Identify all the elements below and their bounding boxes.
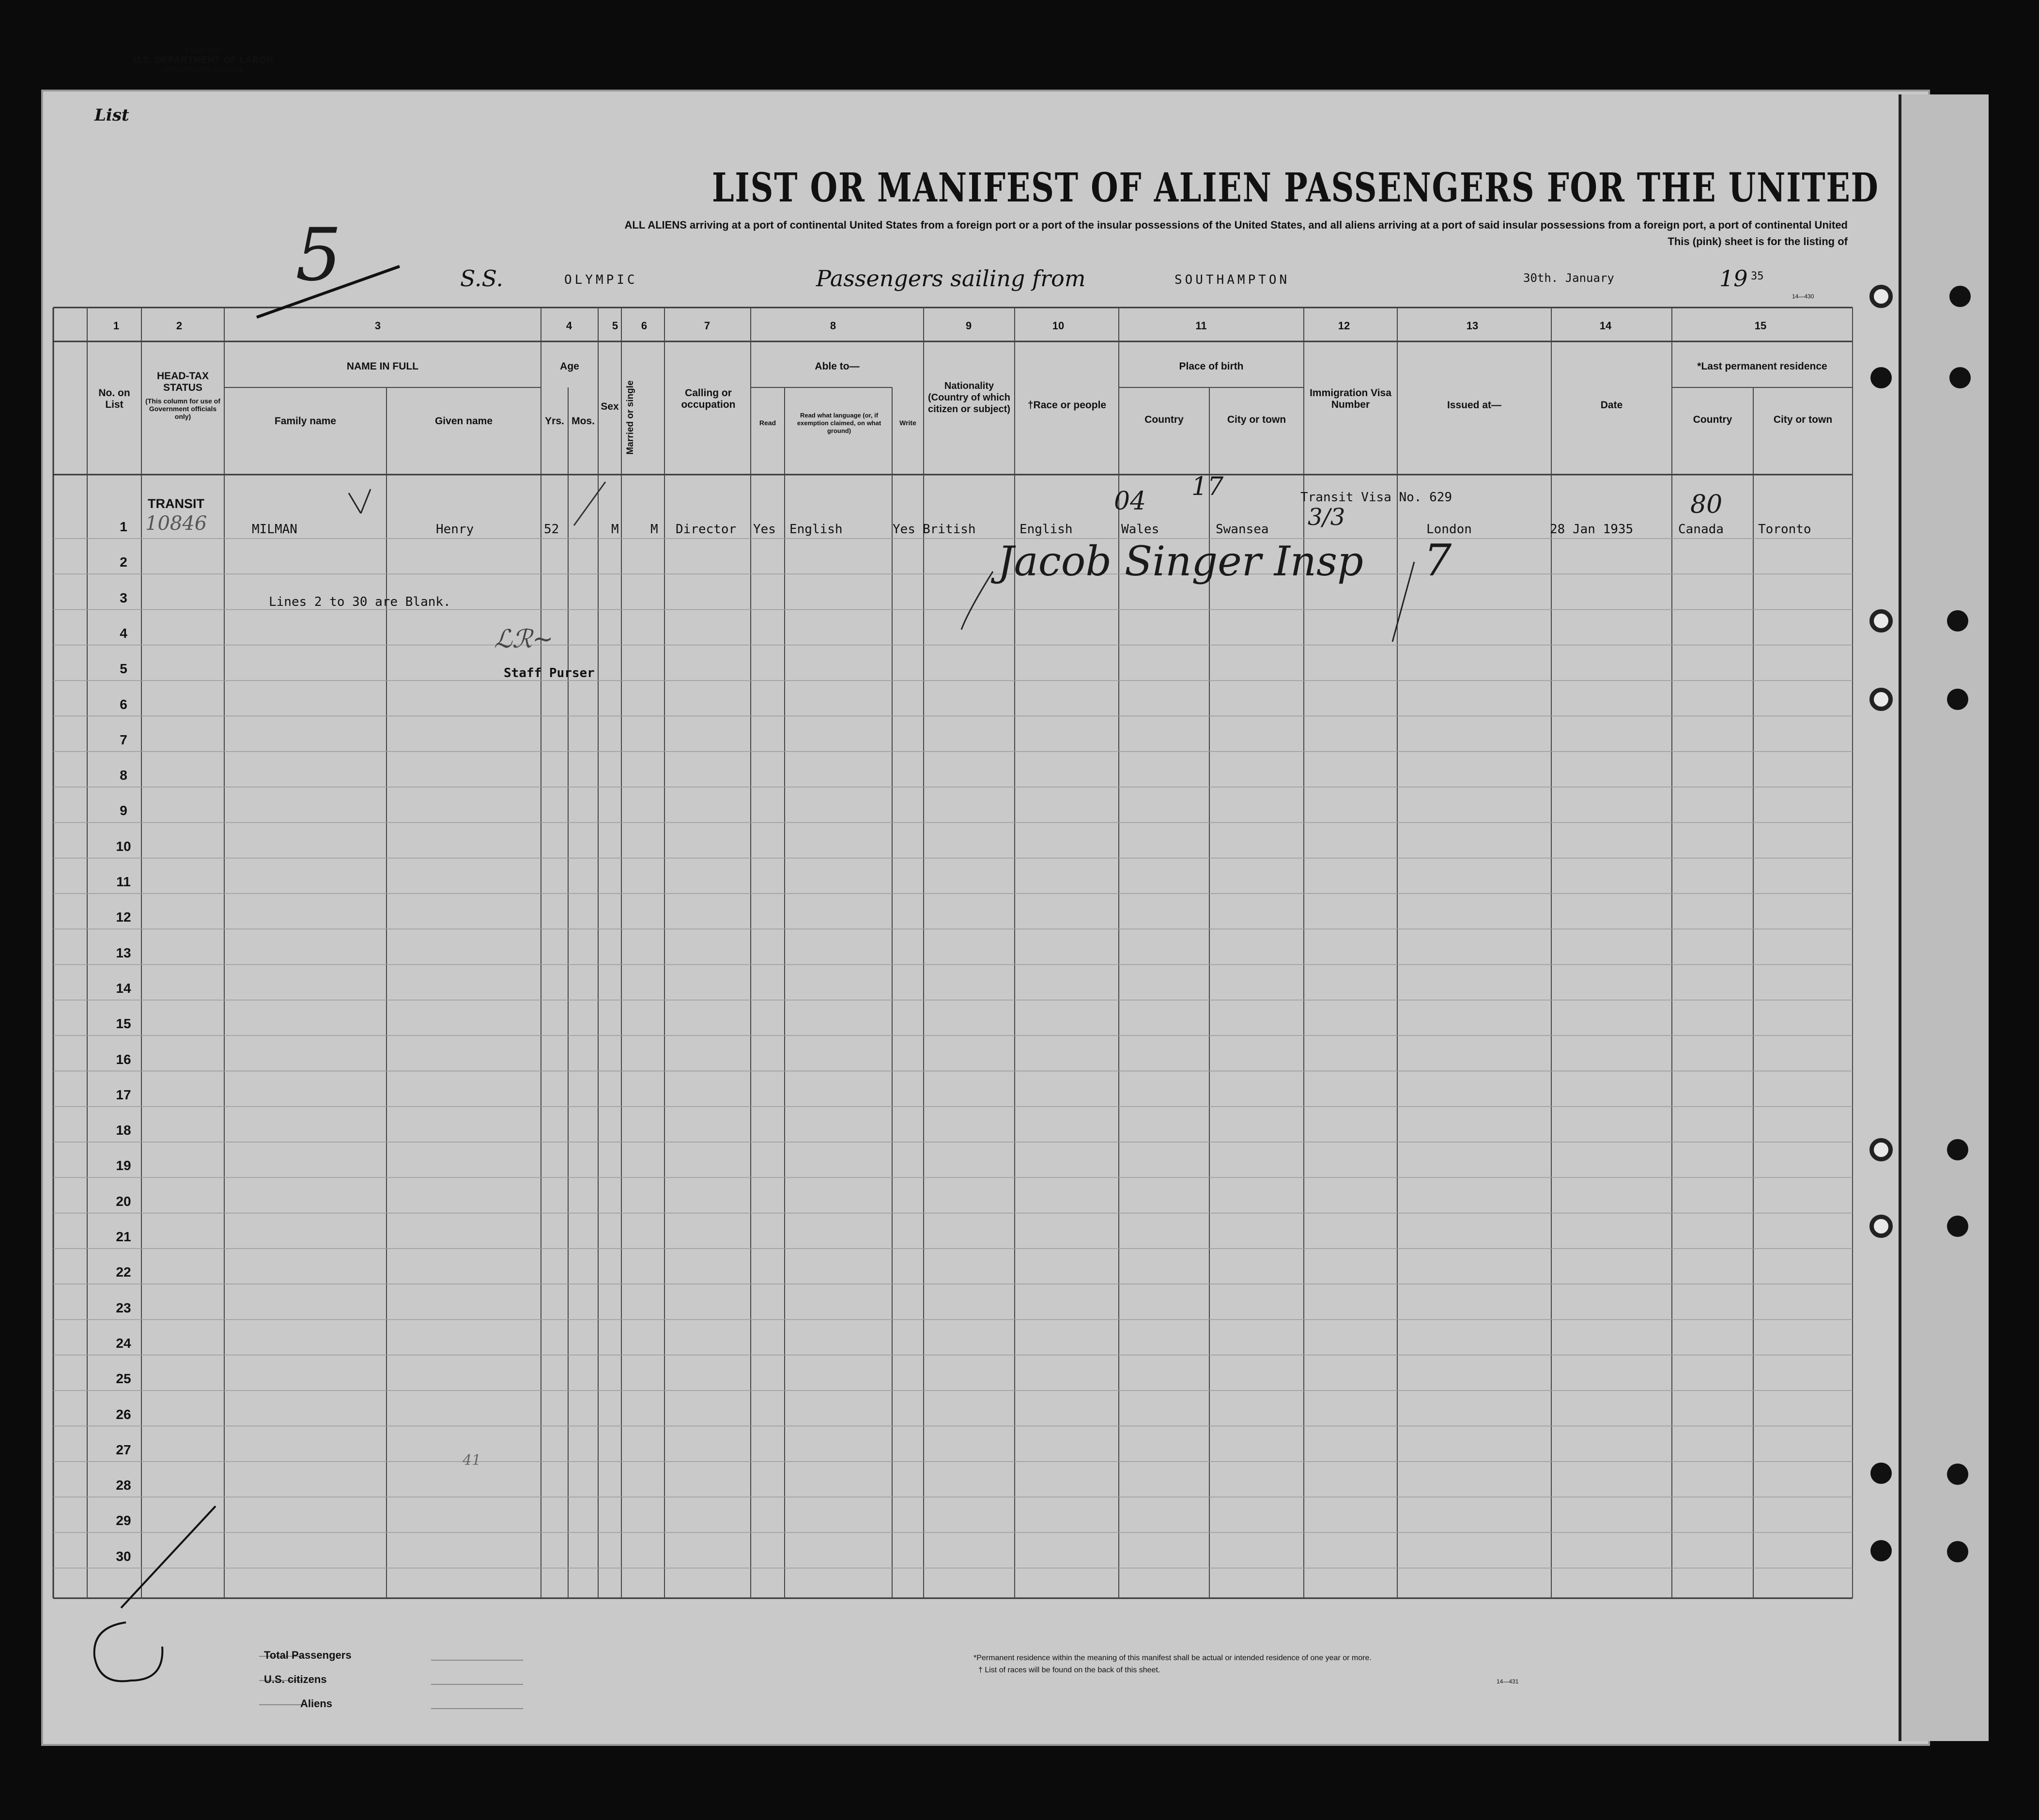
handwritten-code: 17 [1191,472,1224,501]
row-number: 27 [116,1442,131,1457]
header-nationality: Nationality (Country of which citizen or subject) [927,381,1011,415]
header-age-months: Mos. [572,416,595,427]
row-number: 24 [116,1335,131,1351]
row-number: 30 [116,1548,131,1564]
header-last-residence: *Last permanent residence [1697,361,1827,372]
visa-date: 28 Jan 1935 [1550,522,1634,537]
row-number: 23 [116,1300,131,1315]
column-number: 10 [1052,320,1065,332]
purser-title: Staff Purser [504,666,595,680]
footer-form-code: 14—431 [1497,1678,1519,1685]
age-years: 52 [544,522,559,537]
occupation: Director [676,522,737,537]
can-write: Yes [893,522,915,537]
row-number: 5 [120,661,127,677]
row-number: 7 [120,732,127,747]
family-name: MILMAN [252,522,297,537]
header-able-to: Able to— [815,361,860,372]
row-number: 4 [120,625,127,641]
departure-port: SOUTHAMPTON [1174,273,1290,287]
row-number: 25 [116,1371,131,1387]
column-number: 2 [176,320,183,332]
column-number: 14 [1599,320,1612,332]
column-number: 9 [965,320,972,332]
list-number: 5 [295,213,342,297]
header-age: Age [560,361,579,372]
sex: M [611,522,619,537]
subtitle-line-1: ALL ALIENS arriving at a port of continental United States from a foreign port or a port of the insular possessions of the United States, and all aliens arriving at a port of said insular possessions from a foreign port, a port of continental United [624,219,1848,231]
form-code: 14—430 [1792,293,1814,300]
subtitle-line-2: This (pink) sheet is for the listing of [1668,235,1848,247]
row-number: 14 [116,980,131,996]
handwritten-mark: 7 [1424,535,1452,586]
header-read-language: Read what language (or, if exemption claimed, on what ground) [797,412,881,434]
header-place-of-birth: Place of birth [1179,361,1244,372]
form-number: Form 500 [185,46,222,55]
row-number: 17 [116,1087,131,1102]
header-race: †Race or people [1027,400,1107,411]
us-citizens-label: U.S. citizens [264,1673,327,1685]
header-given-name: Given name [434,416,493,427]
column-number: 6 [641,320,648,332]
header-write: Write [899,419,916,427]
department-name: U.S. DEPARTMENT OF LABOR [133,55,274,65]
row-number: 26 [116,1406,131,1422]
ship-name: OLYMPIC [564,273,638,287]
row-number: 2 [120,555,127,570]
head-tax-number: 10846 [145,512,207,535]
service-name: IMMIGRATION SERVICE [162,65,245,73]
header-issued-at: Issued at— [1447,400,1502,411]
marital-status: M [650,522,658,537]
header-birth-city: City or town [1227,414,1286,425]
head-tax-status: TRANSIT [148,496,204,511]
header-no-on-list: No. on List [98,387,130,410]
row-number: 10 [116,838,131,854]
aliens-label: Aliens [300,1697,333,1710]
header-head-tax-note: (This column for use of Government officials only) [145,397,220,420]
issued-at: London [1426,522,1472,537]
column-number: 1 [113,320,120,332]
header-res-city: City or town [1773,414,1833,425]
inspector-signature: Jacob Singer Insp [998,538,1363,585]
handwritten-mark: 80 [1690,490,1723,519]
row-number: 19 [116,1158,131,1173]
manifest-title: LIST OR MANIFEST OF ALIEN PASSENGERS FOR THE UNITED [712,165,1879,211]
purser-signature: ℒℛ~ [494,625,554,654]
row-number: 3 [120,590,127,605]
row-number: 11 [116,874,131,889]
header-visa-number: Immigration Visa Number [1310,387,1391,410]
row-number: 12 [116,910,131,925]
header-birth-country: Country [1144,414,1184,425]
column-number: 13 [1466,320,1479,332]
column-number: 5 [612,320,618,332]
row-number: 15 [116,1016,131,1032]
given-name: Henry [436,522,474,537]
ss-label: S.S. [460,265,503,292]
sailing-label: Passengers sailing from [816,265,1086,292]
race: English [1020,522,1073,537]
birth-country: Wales [1121,522,1159,537]
row-number: 22 [116,1265,131,1280]
header-name-in-full: NAME IN FULL [346,361,419,372]
row-number: 18 [116,1123,131,1138]
can-read: Yes [753,522,776,537]
residence-country: Canada [1678,522,1724,537]
column-number: 12 [1338,320,1350,332]
header-age-years: Yrs. [545,416,564,427]
header-married: Married or single [625,380,635,455]
blank-lines-note: Lines 2 to 30 are Blank. [269,595,451,609]
row-number: 16 [116,1051,131,1067]
column-number: 15 [1754,320,1767,332]
header-head-tax: HEAD-TAX STATUS [157,370,209,393]
residence-city: Toronto [1758,522,1811,537]
row-number: 21 [116,1229,131,1244]
birth-city: Swansea [1216,522,1269,537]
header-family-name: Family name [274,416,337,427]
handwritten-fraction: 3/3 [1308,504,1345,531]
row-number: 20 [116,1193,131,1209]
margin-mark: 41 [463,1452,481,1469]
row-number: 1 [120,519,127,534]
header-date: Date [1600,400,1623,411]
sailing-date: 30th. January [1523,271,1614,285]
year-prefix: 19 [1719,265,1748,292]
header-sex: Sex [601,401,619,412]
total-passengers-label: Total Passengers [264,1649,352,1661]
column-number: 4 [566,320,572,332]
year-suffix: 35 [1751,270,1764,282]
footnote-residence: *Permanent residence within the meaning of this manifest shall be actual or intended residence of one year or more. [973,1654,1372,1662]
column-number: 8 [830,320,836,332]
header-res-country: Country [1693,414,1732,425]
list-label: List [94,106,129,125]
row-number: 8 [120,768,127,783]
column-number: 3 [374,320,381,332]
visa-number: Transit Visa No. 629 [1300,490,1452,505]
footnote-races: † List of races will be found on the back of this sheet. [978,1666,1160,1674]
header-calling: Calling or occupation [681,387,736,410]
row-number: 9 [120,803,127,818]
header-read: Read [759,419,776,427]
row-number: 29 [116,1513,131,1528]
row-number: 28 [116,1478,131,1493]
row-number: 6 [120,696,127,712]
column-number: 7 [704,320,711,332]
row-number: 13 [116,945,131,960]
nationality: British [923,522,976,537]
read-language: English [789,522,843,537]
column-number: 11 [1195,320,1207,332]
handwritten-code: 04 [1114,487,1146,516]
